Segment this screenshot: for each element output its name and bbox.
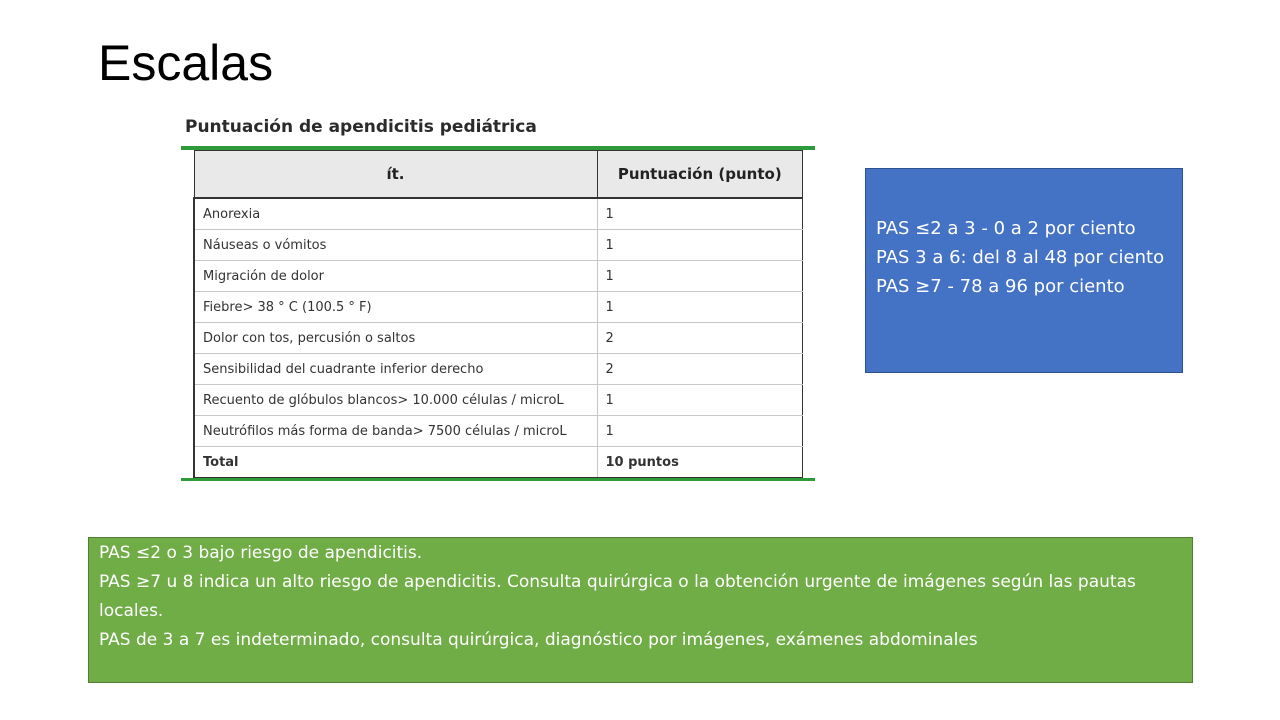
row-score: 2 <box>597 354 803 385</box>
table-row <box>194 261 803 292</box>
table-bottom-rule <box>181 478 815 481</box>
row-score: 2 <box>597 323 803 354</box>
row-score: 1 <box>597 385 803 416</box>
table-row <box>194 323 803 354</box>
header-item: ít. <box>194 151 597 199</box>
table-row <box>194 230 803 261</box>
row-score: 1 <box>597 230 803 261</box>
table-row <box>194 385 803 416</box>
probability-line: PAS ≥7 - 78 a 96 por ciento <box>876 276 1125 297</box>
row-item: Fiebre> 38 ° C (100.5 ° F) <box>194 292 597 323</box>
header-score: Puntuación (punto) <box>597 151 803 199</box>
table-header-row <box>194 151 803 199</box>
pas-risk-box <box>88 537 1193 683</box>
row-item: Migración de dolor <box>194 261 597 292</box>
row-item: Dolor con tos, percusión o saltos <box>194 323 597 354</box>
table-caption: Puntuación de apendicitis pediátrica <box>185 117 537 137</box>
row-score: 1 <box>597 416 803 447</box>
table-row <box>194 292 803 323</box>
probability-line: PAS 3 a 6: del 8 al 48 por ciento <box>876 247 1165 268</box>
pas-score-table <box>193 150 803 478</box>
table-total-row <box>194 447 803 478</box>
pas-table-figure <box>181 112 815 481</box>
row-item: Neutrófilos más forma de banda> 7500 células / microL <box>194 416 597 447</box>
slide-title: Escalas <box>98 35 274 91</box>
row-item: Náuseas o vómitos <box>194 230 597 261</box>
row-score: 1 <box>597 261 803 292</box>
row-score: 1 <box>597 198 803 230</box>
row-score: 1 <box>597 292 803 323</box>
table-row <box>194 354 803 385</box>
risk-line: PAS ≥7 u 8 indica un alto riesgo de apendicitis. Consulta quirúrgica o la obtención urgente de imágenes según las pautas locales. <box>99 572 1136 621</box>
row-item: Sensibilidad del cuadrante inferior derecho <box>194 354 597 385</box>
table-row <box>194 198 803 230</box>
row-item: Anorexia <box>194 198 597 230</box>
total-score: 10 puntos <box>597 447 803 478</box>
risk-line: PAS de 3 a 7 es indeterminado, consulta quirúrgica, diagnóstico por imágenes, exámenes abdominales <box>99 630 978 650</box>
total-label: Total <box>194 447 597 478</box>
risk-line: PAS ≤2 o 3 bajo riesgo de apendicitis. <box>99 543 423 563</box>
pas-probability-box <box>865 168 1183 373</box>
table-row <box>194 416 803 447</box>
probability-line: PAS ≤2 a 3 - 0 a 2 por ciento <box>876 218 1136 239</box>
row-item: Recuento de glóbulos blancos> 10.000 células / microL <box>194 385 597 416</box>
